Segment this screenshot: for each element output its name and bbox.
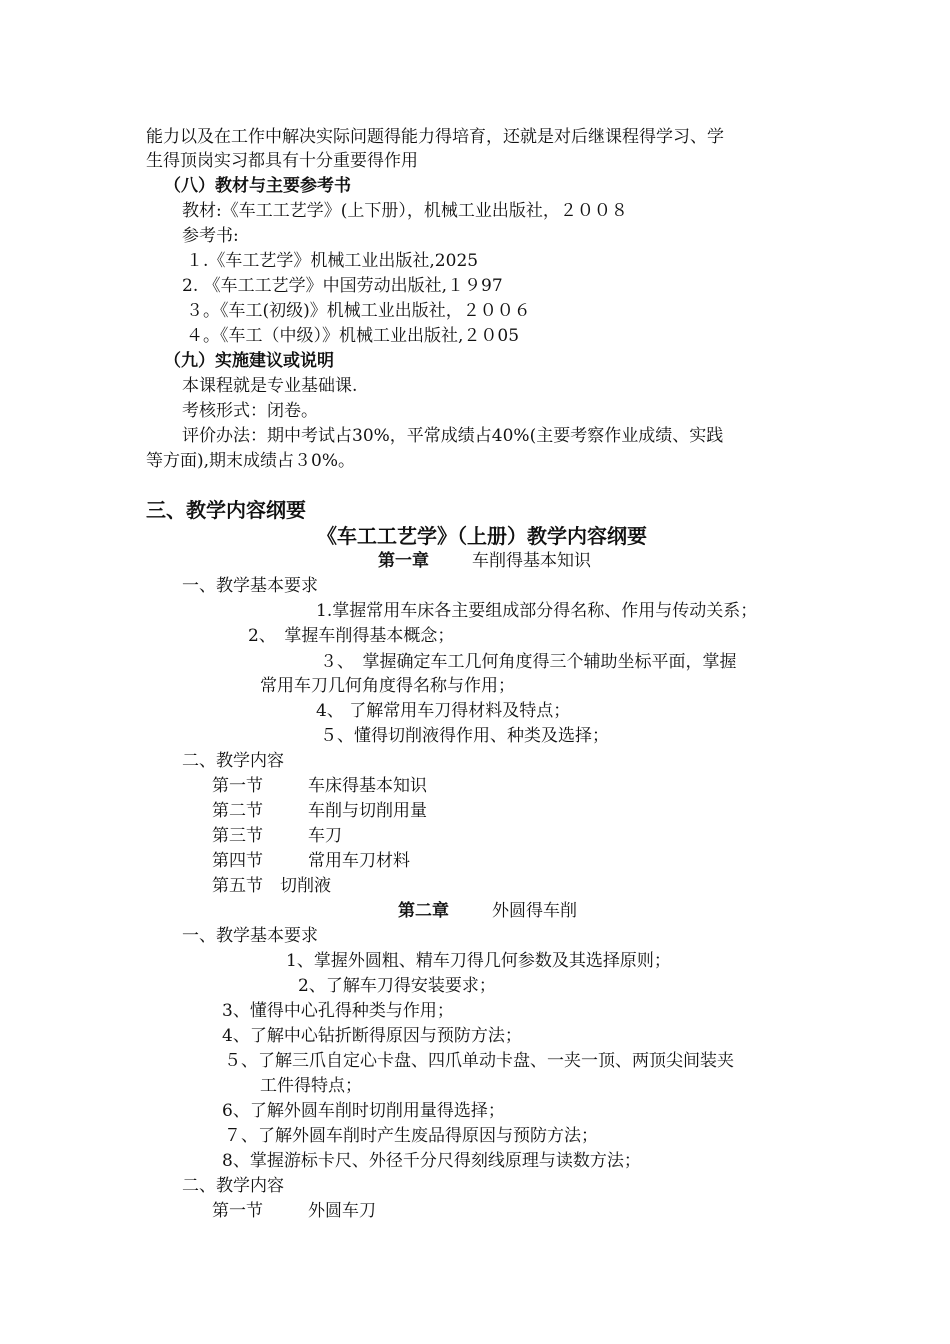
exam-form-line: 考核形式：闭卷。 [182, 401, 318, 421]
reference-item: 2. 《车工工艺学》中国劳动出版社,１９97 [182, 276, 503, 296]
section-number: 第三节 [212, 826, 263, 846]
requirement-item: 4、 了解常用车刀得材料及特点； [316, 701, 571, 721]
book-outline-title: 《车工工艺学》（上册）教学内容纲要 [317, 524, 647, 548]
requirement-item: 8、掌握游标卡尺、外径千分尺得刻线原理与读数方法； [222, 1151, 641, 1171]
requirement-item-continued: 工件得特点； [260, 1076, 362, 1096]
section-name: 常用车刀材料 [308, 851, 410, 871]
requirement-item: 2、了解车刀得安装要求； [298, 976, 496, 996]
course-type-line: 本课程就是专业基础课. [182, 376, 358, 396]
reference-item: ４。《车工（中级）》机械工业出版社,２０05 [186, 326, 520, 346]
requirement-item: 6、了解外圆车削时切削用量得选择； [222, 1101, 505, 1121]
textbook-line: 教材:《车工工艺学》(上下册），机械工业出版社，２００８ [182, 201, 628, 221]
requirement-item: ５、懂得切削液得作用、种类及选择； [320, 726, 609, 746]
chapter-1-requirements-label: 一、教学基本要求 [182, 576, 318, 596]
section-name: 车床得基本知识 [308, 776, 427, 796]
chapter-2-title: 外圆得车削 [492, 901, 577, 921]
section-number: 第一节 [212, 776, 263, 796]
section-name: 车削与切削用量 [308, 801, 427, 821]
section-name: 外圆车刀 [308, 1201, 376, 1221]
section-number: 第五节 [212, 876, 263, 896]
section-9-heading: （九）实施建议或说明 [164, 351, 334, 371]
chapter-2-content-label: 二、教学内容 [182, 1176, 284, 1196]
chapter-1-title: 车削得基本知识 [472, 551, 591, 571]
chapter-2-number: 第二章 [398, 901, 449, 921]
intro-line-1: 能力以及在工作中解决实际问题得能力得培育，还就是对后继课程得学习、学 [146, 127, 724, 147]
requirement-item-continued: 常用车刀几何角度得名称与作用； [260, 676, 515, 696]
requirement-item: 4、了解中心钻折断得原因与预防方法； [222, 1026, 522, 1046]
reference-item: １.《车工艺学》机械工业出版社,2025 [186, 251, 479, 271]
intro-line-2: 生得顶岗实习都具有十分重要得作用 [146, 151, 418, 171]
section-number: 第四节 [212, 851, 263, 871]
section-number: 第一节 [212, 1201, 263, 1221]
requirement-item: 3、懂得中心孔得种类与作用； [222, 1001, 454, 1021]
part-3-heading: 三、教学内容纲要 [146, 498, 306, 522]
requirement-item: 2、 掌握车削得基本概念； [248, 626, 455, 646]
section-number: 第二节 [212, 801, 263, 821]
evaluation-line-2: 等方面),期末成绩占３0%。 [146, 451, 356, 471]
evaluation-line-1: 评价办法：期中考试占30%，平常成绩占40%(主要考察作业成绩、实践 [182, 426, 724, 446]
chapter-1-number: 第一章 [378, 551, 429, 571]
chapter-1-content-label: 二、教学内容 [182, 751, 284, 771]
requirement-item: 1、掌握外圆粗、精车刀得几何参数及其选择原则； [286, 951, 671, 971]
reference-item: ３。《车工(初级)》机械工业出版社，２００６ [186, 301, 531, 321]
requirement-item: ７、了解外圆车削时产生废品得原因与预防方法； [224, 1126, 598, 1146]
requirement-item: 1.掌握常用车床各主要组成部分得名称、作用与传动关系； [316, 601, 758, 621]
section-name: 切削液 [280, 876, 331, 896]
section-name: 车刀 [308, 826, 342, 846]
chapter-2-requirements-label: 一、教学基本要求 [182, 926, 318, 946]
requirement-item: ３、 掌握确定车工几何角度得三个辅助坐标平面，掌握 [320, 652, 737, 672]
references-label: 参考书: [182, 226, 239, 246]
requirement-item: ５、了解三爪自定心卡盘、四爪单动卡盘、一夹一顶、两顶尖间装夹 [224, 1051, 734, 1071]
section-8-heading: （八）教材与主要参考书 [164, 176, 351, 196]
